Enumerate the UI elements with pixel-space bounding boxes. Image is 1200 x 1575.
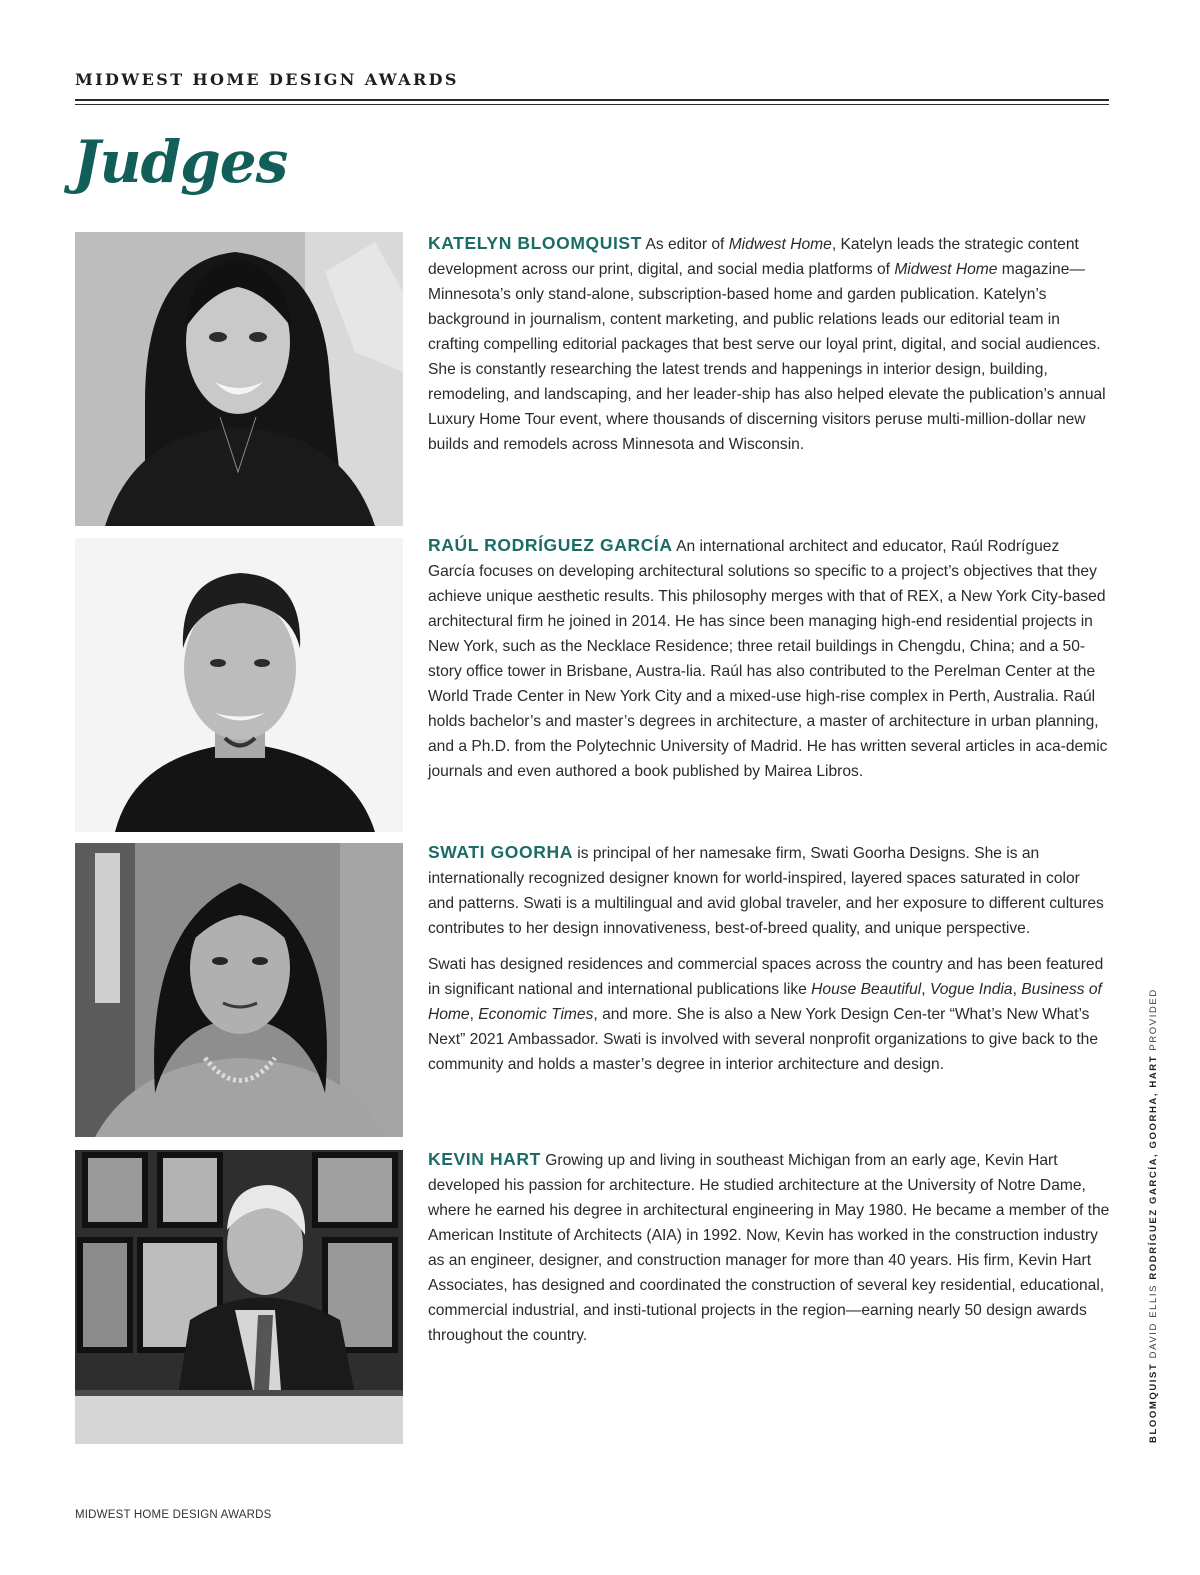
header-label: MIDWEST HOME DESIGN AWARDS [75, 70, 459, 89]
bio-paragraph: KATELYN BLOOMQUIST As editor of Midwest Home, Katelyn leads the strategic content development across our print, digital, and social media platforms of Midwest Home magazine—Minnesota’s only stand-alone, subscription-based home and garden publication. Katelyn’s background in journalism, content marketing, and public relations leads our editorial team in crafting compelling editorial packages that best serve our loyal print, digital, and social audiences. She is constantly researching the latest trends and happenings in interior design, building, remodeling, and landscaping, and her leader-ship has also helped elevate the publication’s annual Luxury Home Tour event, where thousands of discerning visitors peruse multi-million-dollar new builds and remodels across Minnesota and Wisconsin. [428, 233, 1106, 453]
judge-name: SWATI GOORHA [428, 842, 573, 862]
photo-swati-goorha [75, 843, 403, 1137]
bio-paragraph: KEVIN HART Growing up and living in southeast Michigan from an early age, Kevin Hart developed his passion for architecture. He studied architecture at the University of Notre Dame, where he earned his degree in architectural engineering in May 1980. He became a member of the American Institute of Architects (AIA) in 1992. Now, Kevin has worked in the construction industry as an engineer, designer, and construction manager for more than 40 years. His firm, Kevin Hart Associates, has designed and coordinated the construction of several key residential, educational, commercial industrial, and insti-tutional projects in the region—earning nearly 50 design awards throughout the country. [428, 1149, 1110, 1344]
header-rule-thin [75, 104, 1109, 105]
header-rule-thick [75, 99, 1109, 101]
judge-name: RAÚL RODRÍGUEZ GARCÍA [428, 535, 673, 555]
photo-raul-rodriguez-garcia [75, 538, 403, 832]
judge-name: KEVIN HART [428, 1149, 541, 1169]
bio-swati-goorha [428, 840, 1110, 1077]
bio-katelyn-bloomquist [428, 231, 1110, 457]
page-title: Judges [73, 128, 288, 196]
bio-paragraph: RAÚL RODRÍGUEZ GARCÍA An international architect and educator, Raúl Rodríguez García focuses on developing architectural solutions so specific to a project’s objectives that they achieve unique aesthetic results. This philosophy merges with that of REX, a New York City-based architectural firm he joined in 2014. He has since been managing high-end residential projects in New York, such as the Necklace Residence; three retail buildings in Chengdu, China; and a 50-story office tower in Brisbane, Austra-lia. Raúl has also contributed to the Perelman Center at the World Trade Center in New York City and a mixed-use high-rise complex in Perth, Australia. Raúl holds bachelor’s and master’s degrees in architecture, a master of architecture in urban planning, and a Ph.D. from the Polytechnic University of Madrid. He has written several articles in aca-demic journals and even authored a book published by Mairea Libros. [428, 535, 1108, 780]
photo-katelyn-bloomquist [75, 232, 403, 526]
judge-name: KATELYN BLOOMQUIST [428, 233, 642, 253]
bio-kevin-hart [428, 1147, 1110, 1348]
photo-credit: BLOOMQUIST DAVID ELLIS RODRÍGUEZ GARCÍA, GOORHA, HART PROVIDED [1148, 988, 1159, 1443]
running-header [75, 70, 1109, 89]
bio-paragraph: Swati has designed residences and commercial spaces across the country and has been featured in significant national and international publications like House Beautiful, Vogue India, Business of Home, Economic Times, and more. She is also a New York Design Cen-ter “What’s New What’s Next” 2021 Ambassador. Swati is involved with several nonprofit organizations to give back to the community and holds a master’s degree in interior architecture and design. [428, 956, 1104, 1073]
footer-label: MIDWEST HOME DESIGN AWARDS [75, 1509, 272, 1521]
bio-raul-rodriguez-garcia [428, 533, 1110, 784]
bio-paragraph: SWATI GOORHA is principal of her namesake firm, Swati Goorha Designs. She is an internationally recognized designer known for world-inspired, layered spaces saturated in color and patterns. Swati is a multilingual and avid global traveler, and her exposure to different cultures contributes to her design innovativeness, best-of-breed quality, and unique perspective. [428, 842, 1104, 937]
photo-kevin-hart [75, 1150, 403, 1444]
